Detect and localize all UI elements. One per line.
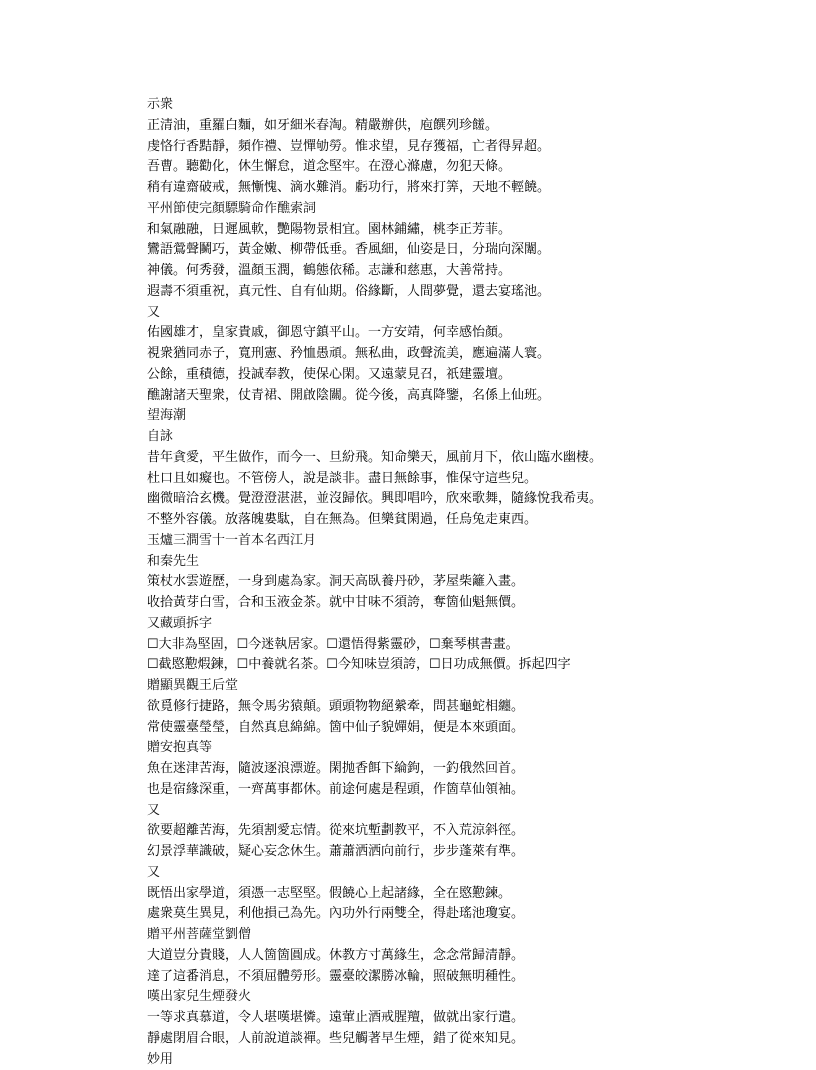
text-line: 也是宿緣深重，一齊萬事都休。前途何處是程頭，作箇草仙領袖。	[147, 780, 787, 801]
text-line: 醮謝諸天聖衆，仗青裙、開啟陰關。從今後，高真降鑒，名係上仙班。	[147, 386, 787, 407]
section-heading: 又	[147, 801, 787, 822]
text-line: 策杖水雲遊歷，一身到處為家。洞天高臥養丹砂，茅屋柴籬入畫。	[147, 572, 787, 593]
text-line: 處衆莫生異見，利他損己為先。內功外行兩雙全，得赴瑤池瓊宴。	[147, 904, 787, 925]
text-line: 稍有違齋破戒，無慚愧、滴水難消。虧功行，將來打筭，天地不輕饒。	[147, 178, 787, 199]
text-line: 一等求真慕道，令人堪嘆堪憐。遠葷止酒戒腥羶，做就出家行遣。	[147, 1008, 787, 1029]
text-line: 常使靈臺瑩瑩，自然真息綿綿。箇中仙子貌嬋娟，便是本來頭面。	[147, 718, 787, 739]
section-heading: 玉爐三澗雪十一首本名西江月	[147, 531, 787, 552]
text-line: 虔恪行香黠靜，頻作禮、豈憚劬勞。惟求望，見存獲福，亡者得昇超。	[147, 137, 787, 158]
text-line: 幻景浮華識破，疑心妄念休生。蕭蕭洒洒向前行，步步蓬萊有準。	[147, 842, 787, 863]
text-line: 正清油，重羅白麵，如牙細米春淘。精嚴辦供，庖饌列珍饈。	[147, 116, 787, 137]
section-heading: 平州節使完顏驃騎命作醮索詞	[147, 199, 787, 220]
section-heading: 示衆	[147, 95, 787, 116]
text-line: 佑國雄才，皇家貴戚，御恩守鎮平山。一方安靖，何幸感怡顏。	[147, 323, 787, 344]
text-line: 大道豈分貴賤，人人箇箇圓成。休教方寸萬緣生，念念常歸清靜。	[147, 946, 787, 967]
text-line: 靜處閉眉合眼，人前說道談禪。些兒觸著早生煙，錯了從來知見。	[147, 1029, 787, 1050]
text-line: 杜口且如癡也。不管傍人，說是談非。盡日無餘事，惟保守這些兒。	[147, 469, 787, 490]
section-heading: 和秦先生	[147, 552, 787, 573]
text-line: 吾曹。聽勸化，休生懈怠，道念堅牢。在澄心滌慮，勿犯天條。	[147, 157, 787, 178]
text-line: 和氣融融，日遲風軟，艷陽物景相宜。園林鋪繡，桃李正芳菲。	[147, 220, 787, 241]
text-line: 欲覓修行捷路，無令馬劣猿顛。頭頭物物絕縈牽，問甚龜蛇相纏。	[147, 697, 787, 718]
text-line: 收拾黃芽白雪，合和玉液金茶。就中甘味不須誇，奪箇仙魁無價。	[147, 593, 787, 614]
text-line: 神儀。何秀發，溫顏玉潤，鶴態依稀。志謙和慈惠，大善常持。	[147, 261, 787, 282]
text-line: 欲要超離苦海，先須割愛忘情。從來坑塹劃教平，不入荒涼斜徑。	[147, 821, 787, 842]
text-line: 視衆猶同赤子，寬刑憲、矜恤愚頑。無私曲，政聲流美，應遍滿人寰。	[147, 344, 787, 365]
document-page	[147, 95, 787, 1070]
section-heading: 贈平州菩薩堂劉僧	[147, 925, 787, 946]
text-line: 既悟出家學道，須憑一志堅堅。假饒心上起諸緣，全在愍懃鍊。	[147, 884, 787, 905]
text-line: 達了這番消息，不須屈體勞形。靈臺皎潔勝冰輪，照破無明種性。	[147, 967, 787, 988]
section-heading: 妙用	[147, 1050, 787, 1070]
text-line: 昔年貪愛，平生做作，而今一、旦紛飛。知命樂天，風前月下，依山臨水幽棲。	[147, 448, 787, 469]
section-heading: 自詠	[147, 427, 787, 448]
section-heading: 又	[147, 303, 787, 324]
text-line: ☐大非為堅固，☐今迷執居家。☐還悟得紫靈砂，☐棄琴棋書畫。	[147, 635, 787, 656]
section-heading: 贈安抱真等	[147, 738, 787, 759]
text-line: 不整外容儀。放落魄婁駄，自在無為。但樂貧閑過，任烏兔走東西。	[147, 510, 787, 531]
section-heading: 嘆出家兒生煙發火	[147, 987, 787, 1008]
text-line: ☐截愍懃煆鍊，☐中養就名茶。☐今知味豈須誇，☐日功成無價。拆起四字	[147, 655, 787, 676]
section-heading: 望海潮	[147, 406, 787, 427]
text-line: 幽微暗洽玄機。覺澄澄湛湛，並沒歸依。興即唱吟，欣來歌舞，隨緣悅我希夷。	[147, 489, 787, 510]
section-heading: 又藏頭拆字	[147, 614, 787, 635]
text-line: 遐壽不須重祝，真元性、自有仙期。俗緣斷，人間夢覺，還去宴瑤池。	[147, 282, 787, 303]
section-heading: 又	[147, 863, 787, 884]
section-heading: 贈顯異觀王后堂	[147, 676, 787, 697]
text-line: 鸞語鶯聲鬭巧，黃金嫩、柳帶低垂。香風細，仙姿是日，分瑞向深闈。	[147, 240, 787, 261]
text-line: 魚在迷津苦海，隨波逐浪漂遊。閑抛香餌下綸鉤，一釣俄然回首。	[147, 759, 787, 780]
text-line: 公餘，重積德，投誠奉教，使保心閑。又遠蒙見召，祇建靈壇。	[147, 365, 787, 386]
